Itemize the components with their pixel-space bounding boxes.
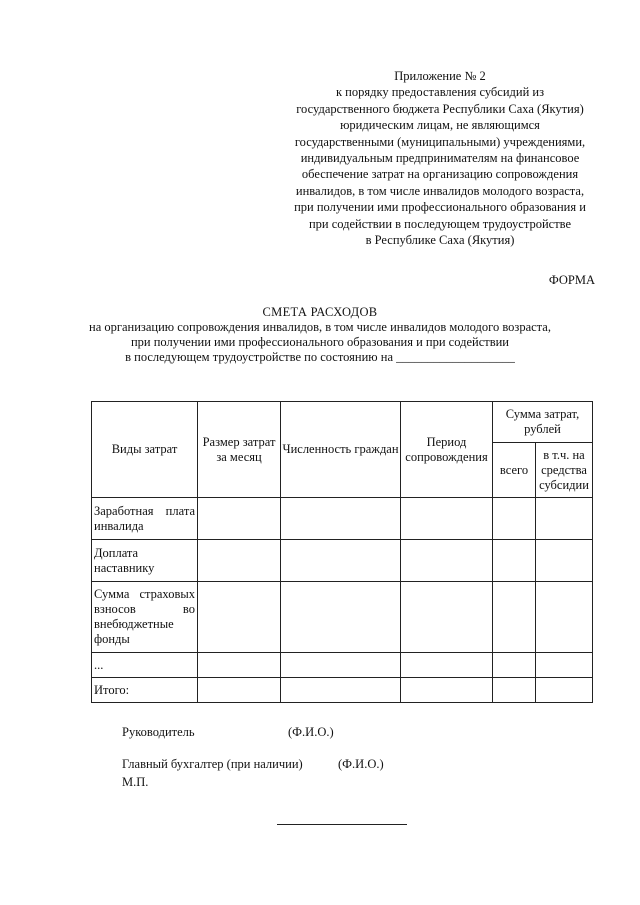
table-cell	[536, 653, 593, 678]
table-cell	[281, 653, 401, 678]
appendix-line: при получении ими профессионального образования и	[294, 200, 586, 215]
row-label: Заработная плата инвалида	[92, 498, 198, 540]
header-cost-type: Виды затрат	[92, 402, 198, 498]
header-sum: Сумма затрат, рублей	[493, 402, 593, 443]
head-label: Руководитель	[122, 725, 195, 739]
form-label: ФОРМА	[548, 273, 595, 287]
table-cell	[536, 498, 593, 540]
title-main: СМЕТА РАСХОДОВ	[262, 305, 378, 319]
table-cell	[401, 498, 493, 540]
document-title	[70, 305, 570, 365]
table-cell	[198, 678, 281, 703]
row-label: ...	[92, 653, 198, 678]
accountant-name: (Ф.И.О.)	[338, 757, 384, 771]
header-monthly: Размер затрат за месяц	[198, 402, 281, 498]
table-cell	[401, 582, 493, 653]
table-cell	[281, 582, 401, 653]
accountant-label: Главный бухгалтер (при наличии)	[122, 757, 303, 771]
table-cell	[401, 678, 493, 703]
appendix-line: индивидуальным предпринимателям на финансовое	[300, 151, 580, 166]
table-cell	[281, 678, 401, 703]
table-cell	[536, 678, 593, 703]
appendix-line: инвалидов, в том числе инвалидов молодого возраста,	[295, 183, 585, 198]
table-cell	[198, 653, 281, 678]
table-cell	[493, 678, 536, 703]
title-line: в последующем трудоустройстве по состоянию на ___________________	[125, 350, 515, 364]
table-cell	[198, 582, 281, 653]
signature-accountant	[122, 757, 384, 772]
header-count: Численность граждан	[281, 402, 401, 498]
title-line: при получении ими профессионального образования и при содействии	[130, 335, 509, 349]
row-label: Сумма страховых взносов во внебюджетные фонды	[92, 582, 198, 653]
table-header-row	[92, 402, 593, 443]
appendix-line: государственного бюджета Республики Саха (Якутия)	[296, 101, 584, 116]
title-line: на организацию сопровождения инвалидов, в том числе инвалидов молодого возраста,	[89, 320, 551, 334]
table-cell	[281, 498, 401, 540]
table-row	[92, 678, 593, 703]
header-total: всего	[493, 443, 536, 498]
table-row	[92, 540, 593, 582]
table-cell	[536, 540, 593, 582]
appendix-line: Приложение № 2	[394, 69, 486, 83]
appendix-line: при содействии в последующем трудоустройстве	[308, 216, 572, 231]
table-row	[92, 498, 593, 540]
table-row	[92, 653, 593, 678]
table-cell	[536, 582, 593, 653]
header-subsidy: в т.ч. на средства субсидии	[536, 443, 593, 498]
header-period: Период сопровождения	[401, 402, 493, 498]
row-label: Доплата наставнику	[92, 540, 198, 582]
estimate-table	[91, 401, 593, 703]
appendix-line: в Республике Саха (Якутия)	[365, 233, 515, 248]
signature-head	[122, 725, 334, 740]
appendix-line: государственными (муниципальными) учреждениями,	[294, 134, 586, 149]
table-cell	[198, 540, 281, 582]
appendix-line: обеспечение затрат на организацию сопровождения	[301, 167, 579, 182]
table-cell	[198, 498, 281, 540]
appendix-line: юридическим лицам, не являющимся	[340, 118, 540, 133]
table-cell	[401, 653, 493, 678]
table-cell	[281, 540, 401, 582]
row-label: Итого:	[92, 678, 198, 703]
table-cell	[493, 582, 536, 653]
appendix-line: к порядку предоставления субсидий из	[335, 85, 545, 100]
footer-divider	[277, 824, 407, 825]
table-cell	[493, 653, 536, 678]
seal-label: М.П.	[122, 775, 149, 789]
table-cell	[493, 498, 536, 540]
head-name: (Ф.И.О.)	[288, 725, 334, 739]
table-row	[92, 582, 593, 653]
table-cell	[401, 540, 493, 582]
table-cell	[493, 540, 536, 582]
appendix-header	[280, 68, 600, 248]
